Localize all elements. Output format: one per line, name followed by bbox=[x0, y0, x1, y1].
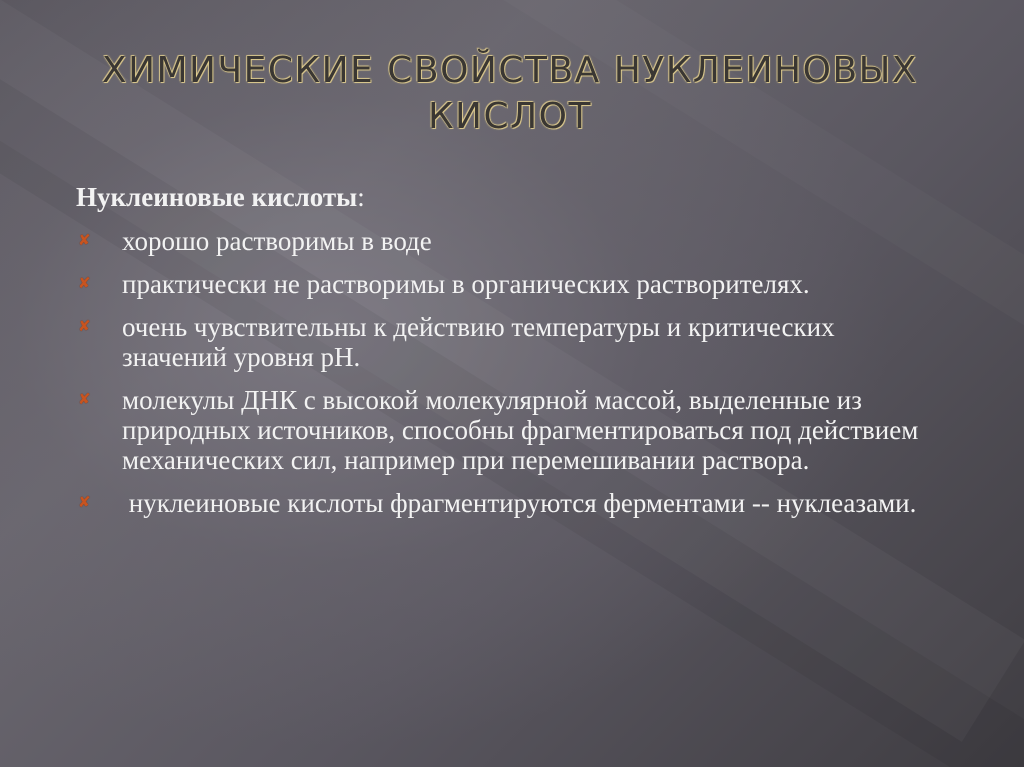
list-item bbox=[76, 312, 936, 372]
list-item-text: практически не растворимы в органических растворителях. bbox=[122, 269, 810, 299]
list-item-text: хорошо растворимы в воде bbox=[122, 226, 432, 256]
list-item bbox=[76, 269, 936, 299]
lead-text bbox=[76, 182, 936, 212]
x-mark-icon: ✘ bbox=[78, 231, 91, 249]
lead-colon: : bbox=[357, 182, 365, 212]
list-item-text: молекулы ДНК с высокой молекулярной массой, выделенные из природных источников, способны фрагментироваться под действием механических сил, например при перемешивании раствора. bbox=[122, 385, 919, 475]
list-item bbox=[76, 385, 936, 475]
bullet-list bbox=[76, 226, 936, 518]
x-mark-icon: ✘ bbox=[78, 317, 91, 335]
slide-content bbox=[76, 182, 936, 531]
slide-title: ХИМИЧЕСКИЕ СВОЙСТВА НУКЛЕИНОВЫХ КИСЛОТ bbox=[101, 50, 919, 137]
list-item-text: нуклеиновые кислоты фрагментируются ферментами -- нуклеазами. bbox=[122, 488, 917, 518]
lead-bold: Нуклеиновые кислоты bbox=[76, 182, 358, 212]
x-mark-icon: ✘ bbox=[78, 493, 91, 511]
list-item-text: очень чувствительны к действию температуры и критических значений уровня pH. bbox=[122, 312, 835, 372]
list-item bbox=[76, 226, 936, 256]
list-item bbox=[76, 488, 936, 518]
x-mark-icon: ✘ bbox=[78, 274, 91, 292]
x-mark-icon: ✘ bbox=[78, 390, 91, 408]
